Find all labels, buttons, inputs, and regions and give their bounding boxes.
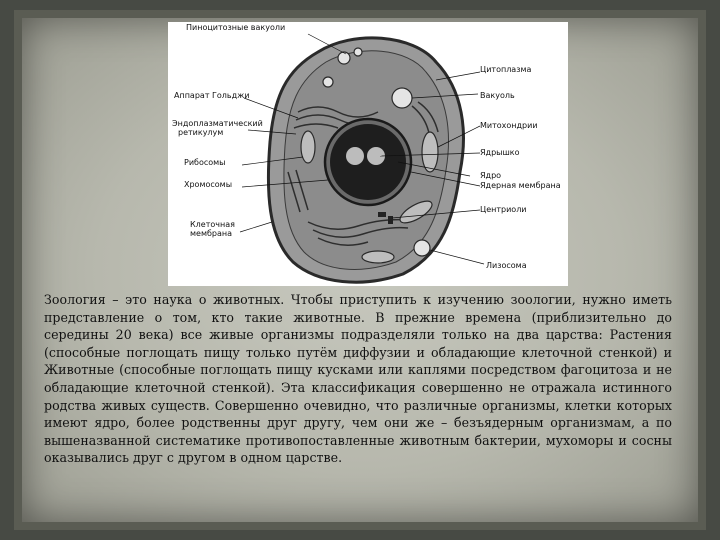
label-mitochondria: Митохондрии bbox=[480, 121, 538, 130]
label-membrane-2: мембрана bbox=[190, 229, 233, 238]
label-chromosomes: Хромосомы bbox=[184, 180, 233, 189]
label-membrane-1: Клеточная bbox=[190, 220, 235, 229]
body-paragraph-container bbox=[44, 291, 672, 467]
label-cytoplasm: Цитоплазма bbox=[480, 65, 532, 74]
body-paragraph: Зоология – это наука о животных. Чтобы приступить к изучению зоологии, нужно иметь представление о том, кто такие животные. В прежние времена (приблизительно до середины 20 века) все живые организмы подразделяли только на два царства: Растения (способные поглощать пищу только путём диффузии и обладающие клеточной стенкой) и Животные (способные поглощать пищу кусками или каплями посредством фагоцитоза и не обладающие клеточной стенкой). Эта классификация совершенно не отражала истинного родства живых существ. Совершенно очевидно, что различные организмы, клетки которых имеют ядро, более родственны друг другу, чем они же – безъядерным организмам, а по вышеназванной систематике противопоставленные животным бактерии, мухоморы и сосны оказывались друг с другом в одном царстве. bbox=[44, 292, 672, 466]
cell-diagram-svg bbox=[168, 22, 568, 286]
label-nuclear-membrane: Ядерная мембрана bbox=[480, 181, 561, 190]
nucleolus-1 bbox=[346, 147, 364, 165]
label-lysosome: Лизосома bbox=[486, 261, 527, 270]
label-golgi: Аппарат Гольджи bbox=[174, 91, 250, 100]
label-er-2: ретикулум bbox=[178, 128, 224, 137]
label-er-1: Эндоплазматический bbox=[172, 119, 263, 128]
label-ribosomes: Рибосомы bbox=[184, 158, 226, 167]
label-nucleolus: Ядрышко bbox=[480, 148, 520, 157]
nucleus bbox=[330, 124, 406, 200]
label-vacuole: Вакуоль bbox=[480, 91, 515, 100]
centriole-2 bbox=[388, 216, 393, 224]
centriole-1 bbox=[378, 212, 386, 217]
label-pinocytic-vacuoles: Пиноцитозные вакуоли bbox=[186, 23, 286, 32]
animal-cell-diagram bbox=[168, 22, 568, 286]
label-centrioles: Центриоли bbox=[480, 205, 527, 214]
label-nucleus: Ядро bbox=[480, 171, 502, 180]
